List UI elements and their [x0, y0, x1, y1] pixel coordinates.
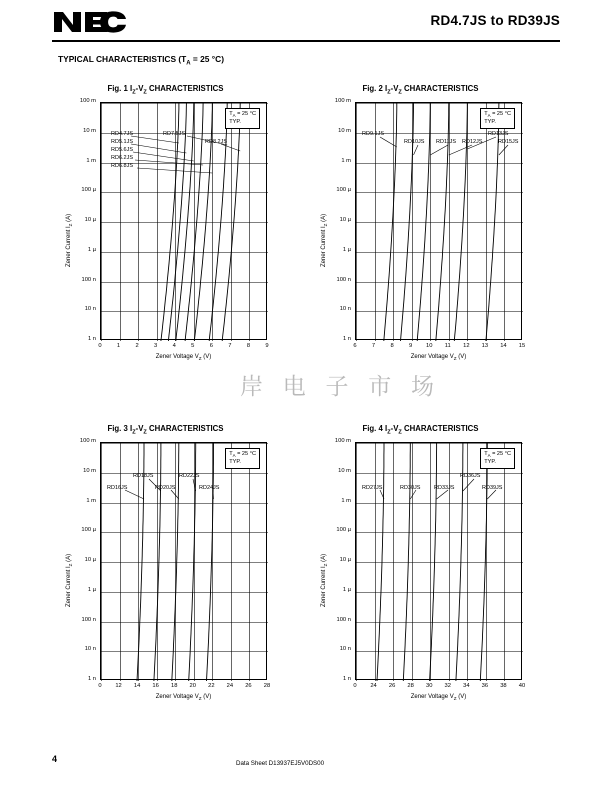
x-tick: 34 — [463, 682, 470, 689]
curve-label: RD16JS — [107, 484, 128, 491]
y-axis-label: Zener Current $I_Z$ (A) — [321, 553, 329, 607]
y-tick: 100 m — [334, 98, 351, 105]
x-axis-label: Zener Voltage $V_Z$ (V) — [155, 353, 212, 361]
figure-1 — [60, 84, 271, 370]
x-tick: 30 — [425, 682, 433, 689]
plot-note: $T_A = 25$ °C TYP. — [225, 108, 260, 130]
x-axis-label: Zener Voltage $V_Z$ (V) — [410, 353, 467, 361]
x-tick: 0 — [98, 682, 102, 689]
y-tick: 10 µ — [339, 557, 351, 564]
y-tick: 100 m — [334, 438, 351, 445]
curve-label: RD39JS — [482, 484, 503, 491]
figure-2 — [315, 84, 526, 370]
plot-frame — [355, 442, 522, 680]
curve-label: RD36JS — [460, 472, 481, 479]
y-tick: 100 µ — [81, 187, 96, 194]
x-tick: 6 — [353, 342, 357, 349]
y-tick: 1 n — [342, 336, 351, 343]
curve-label: RD22JS — [179, 472, 200, 479]
y-tick: 100 µ — [81, 527, 96, 534]
header-rule — [52, 40, 560, 42]
x-tick: 3 — [154, 342, 158, 349]
y-tick: 100 n — [81, 276, 96, 283]
x-tick: 9 — [409, 342, 413, 349]
y-axis-label: Zener Current $I_Z$ (A) — [66, 553, 74, 607]
x-tick: 40 — [518, 682, 526, 689]
curve-label: RD4.7JS — [111, 130, 134, 137]
curve-label: RD8.2JS — [205, 138, 228, 145]
curve-label: RD27JS — [362, 484, 383, 491]
x-tick: 26 — [388, 682, 396, 689]
part-title: RD4.7JS to RD39JS — [430, 13, 560, 28]
curve-label: RD18JS — [133, 472, 154, 479]
x-tick: 6 — [209, 342, 213, 349]
curve-label: RD11JS — [436, 138, 457, 145]
figure-caption: Fig. 2 $I_Z-V_Z$ CHARACTERISTICS — [362, 84, 479, 96]
y-tick: 1 µ — [87, 246, 96, 253]
x-tick: 38 — [500, 682, 507, 689]
x-tick: 7 — [371, 342, 376, 349]
x-tick: 20 — [189, 682, 196, 689]
y-tick: 1 m — [341, 157, 351, 164]
y-tick: 10 µ — [339, 217, 351, 224]
y-tick: 1 n — [87, 676, 96, 683]
watermark: 岸 电 子 市 场 — [240, 374, 441, 399]
y-tick: 1 n — [87, 336, 96, 343]
x-tick: 28 — [263, 682, 271, 689]
curve-label: RD20JS — [155, 484, 176, 491]
y-tick: 1 m — [341, 497, 351, 504]
x-tick: 12 — [463, 342, 470, 349]
y-tick: 100 µ — [336, 187, 351, 194]
plot-area — [60, 98, 271, 370]
plot-area — [315, 98, 526, 370]
x-tick: 1 — [116, 342, 121, 349]
x-tick: 10 — [425, 342, 433, 349]
curve-label: RD5.6JS — [111, 146, 134, 153]
y-tick: 100 µ — [336, 527, 351, 534]
x-tick: 0 — [98, 342, 102, 349]
plot-area — [60, 438, 271, 710]
x-axis-label: Zener Voltage $V_Z$ (V) — [410, 693, 467, 701]
plot-note: $T_A = 25$ °C TYP. — [480, 448, 515, 470]
page-number: 4 — [52, 754, 58, 764]
y-tick: 10 µ — [84, 557, 96, 564]
y-tick: 100 n — [336, 276, 351, 283]
y-axis-label: Zener Current $I_Z$ (A) — [66, 213, 74, 267]
x-tick: 8 — [246, 342, 251, 349]
y-tick: 10 m — [83, 467, 96, 474]
x-tick: 2 — [135, 342, 139, 349]
x-tick: 15 — [518, 342, 526, 349]
y-tick: 100 m — [79, 438, 96, 445]
x-tick: 14 — [133, 682, 141, 689]
y-tick: 1 µ — [342, 586, 351, 593]
figure-caption: Fig. 3 $I_Z-V_Z$ CHARACTERISTICS — [107, 424, 224, 436]
y-tick: 10 n — [84, 646, 96, 653]
x-tick: 11 — [444, 342, 451, 349]
nec-logo — [52, 10, 128, 34]
curve-label: RD15JS — [498, 138, 519, 145]
y-tick: 1 m — [86, 157, 96, 164]
plot-note: $T_A = 25$ °C TYP. — [225, 448, 260, 470]
x-tick: 13 — [481, 342, 489, 349]
y-tick: 1 n — [342, 676, 351, 683]
y-tick: 10 m — [338, 467, 351, 474]
curve-label: RD6.2JS — [111, 154, 134, 161]
x-axis-label: Zener Voltage $V_Z$ (V) — [155, 693, 212, 701]
x-tick: 24 — [370, 682, 377, 689]
figure-3 — [60, 424, 271, 710]
x-tick: 8 — [390, 342, 394, 349]
y-tick: 1 µ — [342, 246, 351, 253]
doc-id: Data Sheet D13937EJ5V0DS00 — [236, 760, 325, 767]
x-tick: 4 — [172, 342, 176, 349]
curve-label: RD5.1JS — [111, 138, 134, 145]
y-axis-label: Zener Current $I_Z$ (A) — [321, 213, 329, 267]
plot-area — [315, 438, 526, 710]
x-tick: 28 — [407, 682, 414, 689]
x-tick: 5 — [191, 342, 195, 349]
x-tick: 14 — [500, 342, 507, 349]
x-tick: 0 — [353, 682, 357, 689]
curve-label: RD13JS — [488, 130, 509, 137]
plot-frame — [100, 442, 267, 680]
x-tick: 18 — [170, 682, 178, 689]
y-tick: 10 µ — [84, 217, 96, 224]
y-tick: 10 m — [83, 127, 96, 134]
y-tick: 10 n — [84, 306, 96, 313]
x-tick: 26 — [245, 682, 252, 689]
y-tick: 1 µ — [87, 586, 96, 593]
x-tick: 22 — [208, 682, 215, 689]
y-tick: 1 m — [86, 497, 96, 504]
x-tick: 16 — [152, 682, 159, 689]
curve-label: RD30JS — [400, 484, 421, 491]
section-title — [58, 54, 224, 67]
curve-label: RD12JS — [462, 138, 483, 145]
y-tick: 10 n — [339, 306, 351, 313]
y-tick: 100 m — [79, 98, 96, 105]
curve-label: RD6.8JS — [111, 162, 134, 169]
x-tick: 12 — [115, 682, 122, 689]
figure-caption: Fig. 1 $I_Z-V_Z$ CHARACTERISTICS — [107, 84, 224, 96]
curve-label: RD33JS — [434, 484, 455, 491]
plot-note: $T_A = 25$ °C TYP. — [480, 108, 515, 130]
x-tick: 36 — [481, 682, 489, 689]
plot-frame — [355, 102, 522, 340]
x-tick: 32 — [444, 682, 451, 689]
figure-caption: Fig. 4 $I_Z-V_Z$ CHARACTERISTICS — [362, 424, 479, 436]
curve-label: RD24JS — [199, 484, 220, 491]
plot-frame — [100, 102, 267, 340]
x-tick: 9 — [265, 342, 269, 349]
y-tick: 100 n — [81, 616, 96, 623]
x-tick: 7 — [228, 342, 232, 349]
y-tick: 100 n — [336, 616, 351, 623]
y-tick: 10 m — [338, 127, 351, 134]
figure-4 — [315, 424, 526, 710]
curve-label: RD7.5JS — [163, 130, 186, 137]
x-tick: 24 — [226, 682, 234, 689]
curve-label: RD10JS — [404, 138, 425, 145]
section-title-text: TYPICAL CHARACTERISTICS ($T_A = 25$ °C) — [58, 54, 224, 67]
curve-label: RD9.1JS — [362, 130, 385, 137]
y-tick: 10 n — [339, 646, 351, 653]
